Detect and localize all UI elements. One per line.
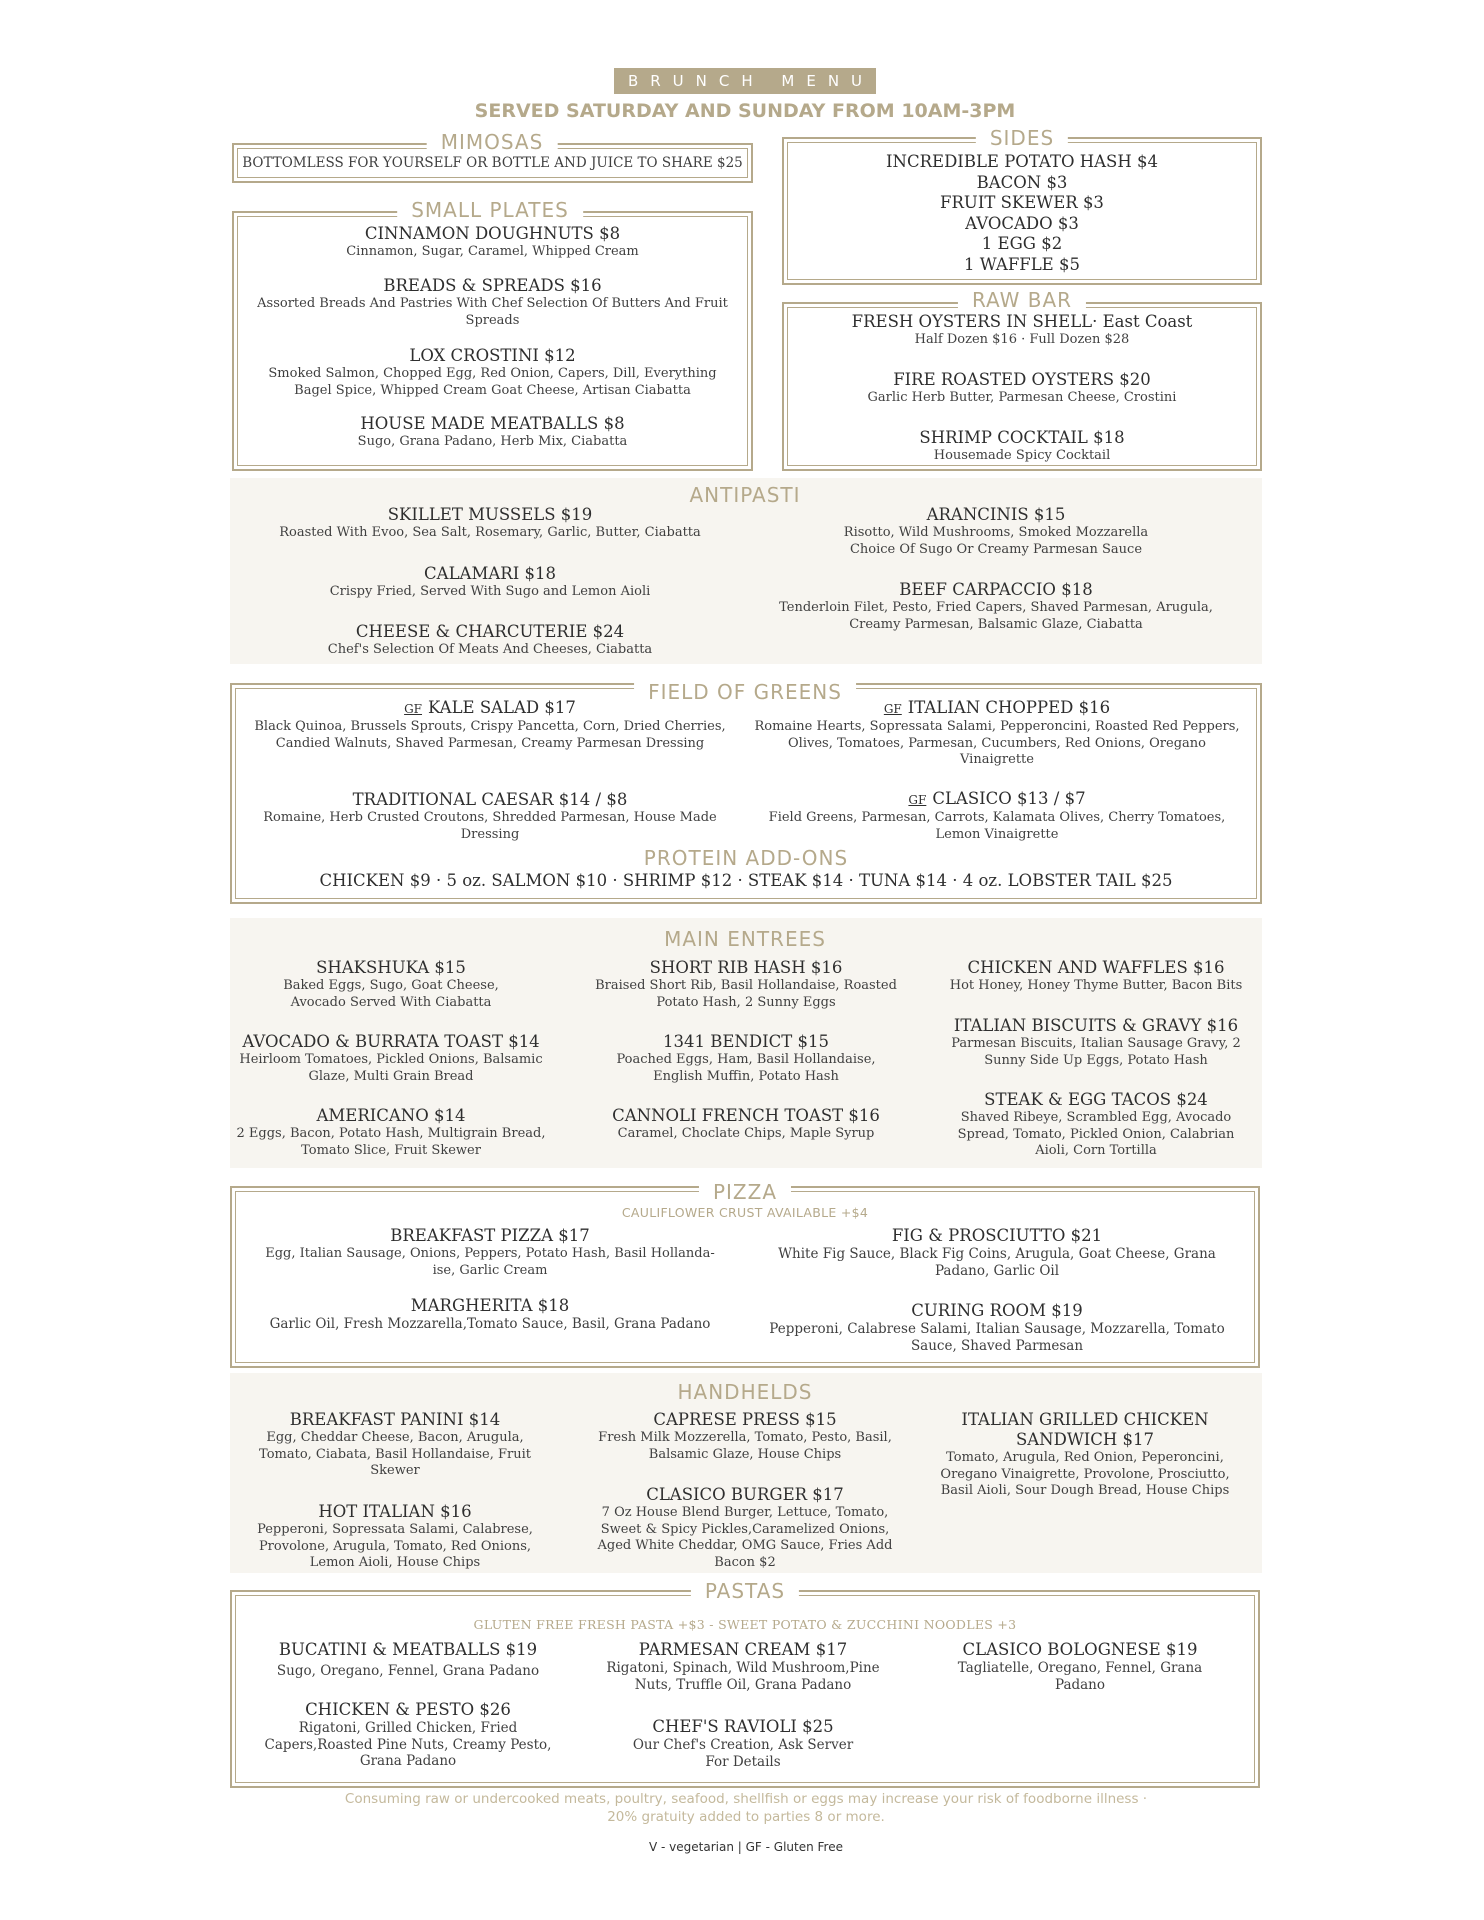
menu-item: PARMESAN CREAM $17 Rigatoni, Spinach, Wild Mushroom,Pine Nuts, Truffle Oil, Grana Padano (606, 1640, 880, 1693)
brunch-menu-banner: BRUNCH MENU (614, 68, 876, 94)
menu-item: FRESH OYSTERS IN SHELL· East Coast Half Dozen $16 · Full Dozen $28 (851, 312, 1193, 347)
gluten-free-tag: GF (908, 793, 927, 807)
side-item: AVOCADO $3 (965, 213, 1079, 233)
menu-item: BUCATINI & MEATBALLS $19 Sugo, Oregano, Fennel, Grana Padano (276, 1640, 540, 1679)
side-item: INCREDIBLE POTATO HASH $4 (886, 152, 1158, 171)
dietary-legend: V - vegetarian | GF - Gluten Free (649, 1840, 843, 1854)
menu-item: GF CLASICO $13 / $7 Field Greens, Parmesan, Carrots, Kalamata Olives, Cherry Tomatoes, Lemon Vinaigrette (768, 789, 1226, 842)
menu-item: HOT ITALIAN $16 Pepperoni, Sopressata Salami, Calabrese, Provolone, Arugula, Tomato, Red Onions, Lemon Aioli, House Chips (257, 1502, 533, 1570)
side-item: 1 WAFFLE $5 (964, 254, 1080, 274)
handhelds-title: HANDHELDS (664, 1380, 827, 1404)
mimosas-title: MIMOSAS (427, 130, 558, 154)
gluten-free-tag: GF (883, 702, 902, 716)
menu-item: BREAKFAST PANINI $14 Egg, Cheddar Cheese, Bacon, Arugula, Tomato, Ciabata, Basil Hollandaise, Fruit Skewer (259, 1410, 531, 1478)
menu-item: SKILLET MUSSELS $19 Roasted With Evoo, Sea Salt, Rosemary, Garlic, Butter, Ciabatta (279, 505, 701, 540)
menu-item: BEEF CARPACCIO $18 Tenderloin Filet, Pesto, Fried Capers, Shaved Parmesan, Arugula, Creamy Parmesan, Balsamic Glaze, Ciabatta (779, 580, 1213, 632)
menu-item: FIRE ROASTED OYSTERS $20 Garlic Herb Butter, Parmesan Cheese, Crostini (867, 370, 1177, 405)
menu-item: 1341 BENDICT $15 Poached Eggs, Ham, Basil Hollandaise, English Muffin, Potato Hash (616, 1032, 876, 1084)
menu-item: CLASICO BURGER $17 7 Oz House Blend Burger, Lettuce, Tomato, Sweet & Spicy Pickles,Caramelized Onions, Aged White Cheddar, OMG Sauce, Fries Add Bacon $2 (597, 1485, 893, 1570)
mimosas-text: BOTTOMLESS FOR YOURSELF OR BOTTLE AND JUICE TO SHARE $25 (242, 155, 743, 171)
menu-item: CINNAMON DOUGHNUTS $8 Cinnamon, Sugar, Caramel, Whipped Cream (346, 224, 639, 259)
menu-item: AMERICANO $14 2 Eggs, Bacon, Potato Hash, Multigrain Bread, Tomato Slice, Fruit Skewer (236, 1106, 546, 1158)
entrees-title: MAIN ENTREES (650, 927, 840, 951)
side-item: BACON $3 (976, 172, 1068, 192)
pizza-title: PIZZA (699, 1180, 791, 1204)
menu-item: ARANCINIS $15 Risotto, Wild Mushrooms, Smoked Mozzarella Choice Of Sugo Or Creamy Parmesan Sauce (843, 505, 1149, 557)
menu-item: ITALIAN BISCUITS & GRAVY $16 Parmesan Biscuits, Italian Sausage Gravy, 2 Sunny Side Up Eggs, Potato Hash (951, 1016, 1241, 1068)
foodborne-warning: Consuming raw or undercooked meats, poultry, seafood, shellfish or eggs may increase your risk of foodborne illness · 20% gratuity added to parties 8 or more. (344, 1791, 1148, 1825)
pastas-title: PASTAS (691, 1579, 799, 1603)
pastas-note: GLUTEN FREE FRESH PASTA +$3 - SWEET POTATO & ZUCCHINI NOODLES +3 (473, 1617, 1017, 1632)
sides-list (786, 152, 1258, 275)
menu-item: CHEESE & CHARCUTERIE $24 Chef's Selection Of Meats And Cheeses, Ciabatta (327, 622, 653, 657)
protein-addons-title: PROTEIN ADD-ONS (643, 846, 849, 870)
menu-item: SHRIMP COCKTAIL $18 Housemade Spicy Cocktail (919, 428, 1125, 463)
serving-hours: SERVED SATURDAY AND SUNDAY FROM 10AM-3PM (474, 100, 1016, 122)
menu-item: MARGHERITA $18 Garlic Oil, Fresh Mozzarella,Tomato Sauce, Basil, Grana Padano (269, 1296, 711, 1332)
menu-item: CURING ROOM $19 Pepperoni, Calabrese Salami, Italian Sausage, Mozzarella, Tomato Sauce, Shaved Parmesan (769, 1301, 1225, 1354)
menu-item: CHEF'S RAVIOLI $25 Our Chef's Creation, Ask Server For Details (632, 1717, 854, 1770)
menu-item: STEAK & EGG TACOS $24 Shaved Ribeye, Scrambled Egg, Avocado Spread, Tomato, Pickled Onion, Calabrian Aioli, Corn Tortilla (957, 1090, 1235, 1158)
menu-item: CHICKEN AND WAFFLES $16 Hot Honey, Honey Thyme Butter, Bacon Bits (949, 958, 1243, 993)
menu-item: CALAMARI $18 Crispy Fried, Served With Sugo and Lemon Aioli (329, 564, 651, 599)
gluten-free-tag: GF (404, 702, 423, 716)
menu-item: CAPRESE PRESS $15 Fresh Milk Mozzerella, Tomato, Pesto, Basil, Balsamic Glaze, House Chips (598, 1410, 892, 1462)
menu-item: SHORT RIB HASH $16 Braised Short Rib, Basil Hollandaise, Roasted Potato Hash, 2 Sunny Eggs (595, 958, 897, 1010)
menu-item: FIG & PROSCIUTTO $21 White Fig Sauce, Black Fig Coins, Arugula, Goat Cheese, Grana Padano, Garlic Oil (778, 1226, 1216, 1279)
menu-item: BREADS & SPREADS $16 Assorted Breads And Pastries With Chef Selection Of Butters And Fruit Spreads (257, 276, 728, 328)
menu-item: CHICKEN & PESTO $26 Rigatoni, Grilled Chicken, Fried Capers,Roasted Pine Nuts, Creamy Pesto, Grana Padano (264, 1700, 552, 1769)
small-plates-title: SMALL PLATES (397, 198, 583, 222)
side-item: FRUIT SKEWER $3 (940, 193, 1104, 212)
protein-addons-list: CHICKEN $9 · 5 oz. SALMON $10 · SHRIMP $12 · STEAK $14 · TUNA $14 · 4 oz. LOBSTER TAIL $25 (319, 871, 1173, 890)
menu-item: TRADITIONAL CAESAR $14 / $8 Romaine, Herb Crusted Croutons, Shredded Parmesan, House Made Dressing (263, 790, 717, 842)
menu-item: ITALIAN GRILLED CHICKEN SANDWICH $17 Tomato, Arugula, Red Onion, Peperoncini, Oregano Vinaigrette, Provolone, Prosciutto, Basil Aioli, Sour Dough Bread, House Chips (940, 1410, 1230, 1498)
antipasti-title: ANTIPASTI (675, 483, 814, 507)
menu-item: GF KALE SALAD $17 Black Quinoa, Brussels Sprouts, Crispy Pancetta, Corn, Dried Cherries, Candied Walnuts, Shaved Parmesan, Creamy Parmesan Dressing (254, 698, 726, 751)
menu-item: AVOCADO & BURRATA TOAST $14 Heirloom Tomatoes, Pickled Onions, Balsamic Glaze, Multi Grain Bread (239, 1032, 543, 1084)
greens-title: FIELD OF GREENS (634, 680, 856, 704)
menu-item: SHAKSHUKA $15 Baked Eggs, Sugo, Goat Cheese, Avocado Served With Ciabatta (283, 958, 499, 1010)
raw-bar-title: RAW BAR (958, 288, 1086, 312)
menu-item: BREAKFAST PIZZA $17 Egg, Italian Sausage, Onions, Peppers, Potato Hash, Basil Hollanda-ise, Garlic Cream (265, 1226, 715, 1278)
side-item: 1 EGG $2 (981, 234, 1063, 253)
menu-item: CLASICO BOLOGNESE $19 Tagliatelle, Oregano, Fennel, Grana Padano (957, 1640, 1203, 1693)
pizza-note: CAULIFLOWER CRUST AVAILABLE +$4 (621, 1205, 869, 1220)
sides-title: SIDES (976, 126, 1068, 150)
menu-item: HOUSE MADE MEATBALLS $8 Sugo, Grana Padano, Herb Mix, Ciabatta (357, 414, 628, 449)
menu-item: LOX CROSTINI $12 Smoked Salmon, Chopped Egg, Red Onion, Capers, Dill, Everything Bagel Spice, Whipped Cream Goat Cheese, Artisan Ciabatta (268, 346, 717, 398)
menu-item: GF ITALIAN CHOPPED $16 Romaine Hearts, Sopressata Salami, Pepperoncini, Roasted Red Peppers, Olives, Tomatoes, Parmesan, Cucumbers, Red Onions, Oregano Vinaigrette (754, 698, 1240, 767)
menu-item: CANNOLI FRENCH TOAST $16 Caramel, Choclate Chips, Maple Syrup (612, 1106, 880, 1141)
